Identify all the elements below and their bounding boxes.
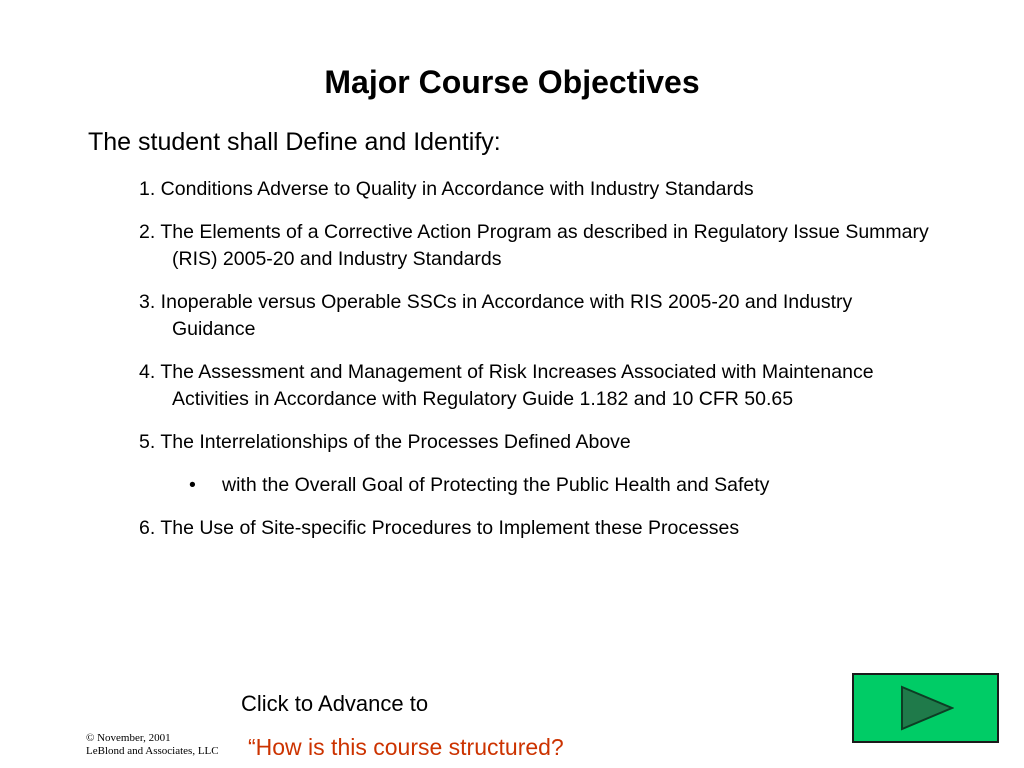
play-triangle-icon — [900, 685, 954, 731]
slide-title: Major Course Objectives — [324, 64, 700, 100]
objective-item-6: 6. The Use of Site-specific Procedures to Implement these Processes — [139, 517, 740, 539]
advance-link[interactable]: “How is this course structured? — [248, 734, 564, 760]
objective-item-2: 2. The Elements of a Corrective Action Program as described in Regulatory Issue Summary (RIS) 2005-20 and Industry Standards — [139, 221, 929, 270]
objective-item-1: 1. Conditions Adverse to Quality in Accordance with Industry Standards — [139, 178, 754, 200]
bullet-marker: • — [189, 474, 196, 496]
objectives-list — [139, 176, 939, 558]
next-slide-button[interactable] — [852, 673, 999, 743]
copyright-date: © November, 2001 — [86, 732, 171, 744]
company-name: LeBlond and Associates, LLC — [86, 745, 219, 757]
objective-item-3: 3. Inoperable versus Operable SSCs in Accordance with RIS 2005-20 and Industry Guidance — [139, 291, 853, 340]
sub-bullet-item — [189, 472, 939, 499]
intro-text: The student shall Define and Identify: — [88, 128, 501, 156]
objective-item-5: 5. The Interrelationships of the Processes Defined Above — [139, 431, 631, 453]
advance-label: Click to Advance to — [241, 691, 429, 716]
objective-item-4: 4. The Assessment and Management of Risk Increases Associated with Maintenance Activities in Accordance with Regulatory Guide 1.182 and 10 CFR 50.65 — [139, 361, 874, 410]
footer-copyright — [86, 732, 219, 758]
sub-bullet-text: with the Overall Goal of Protecting the Public Health and Safety — [222, 474, 770, 496]
